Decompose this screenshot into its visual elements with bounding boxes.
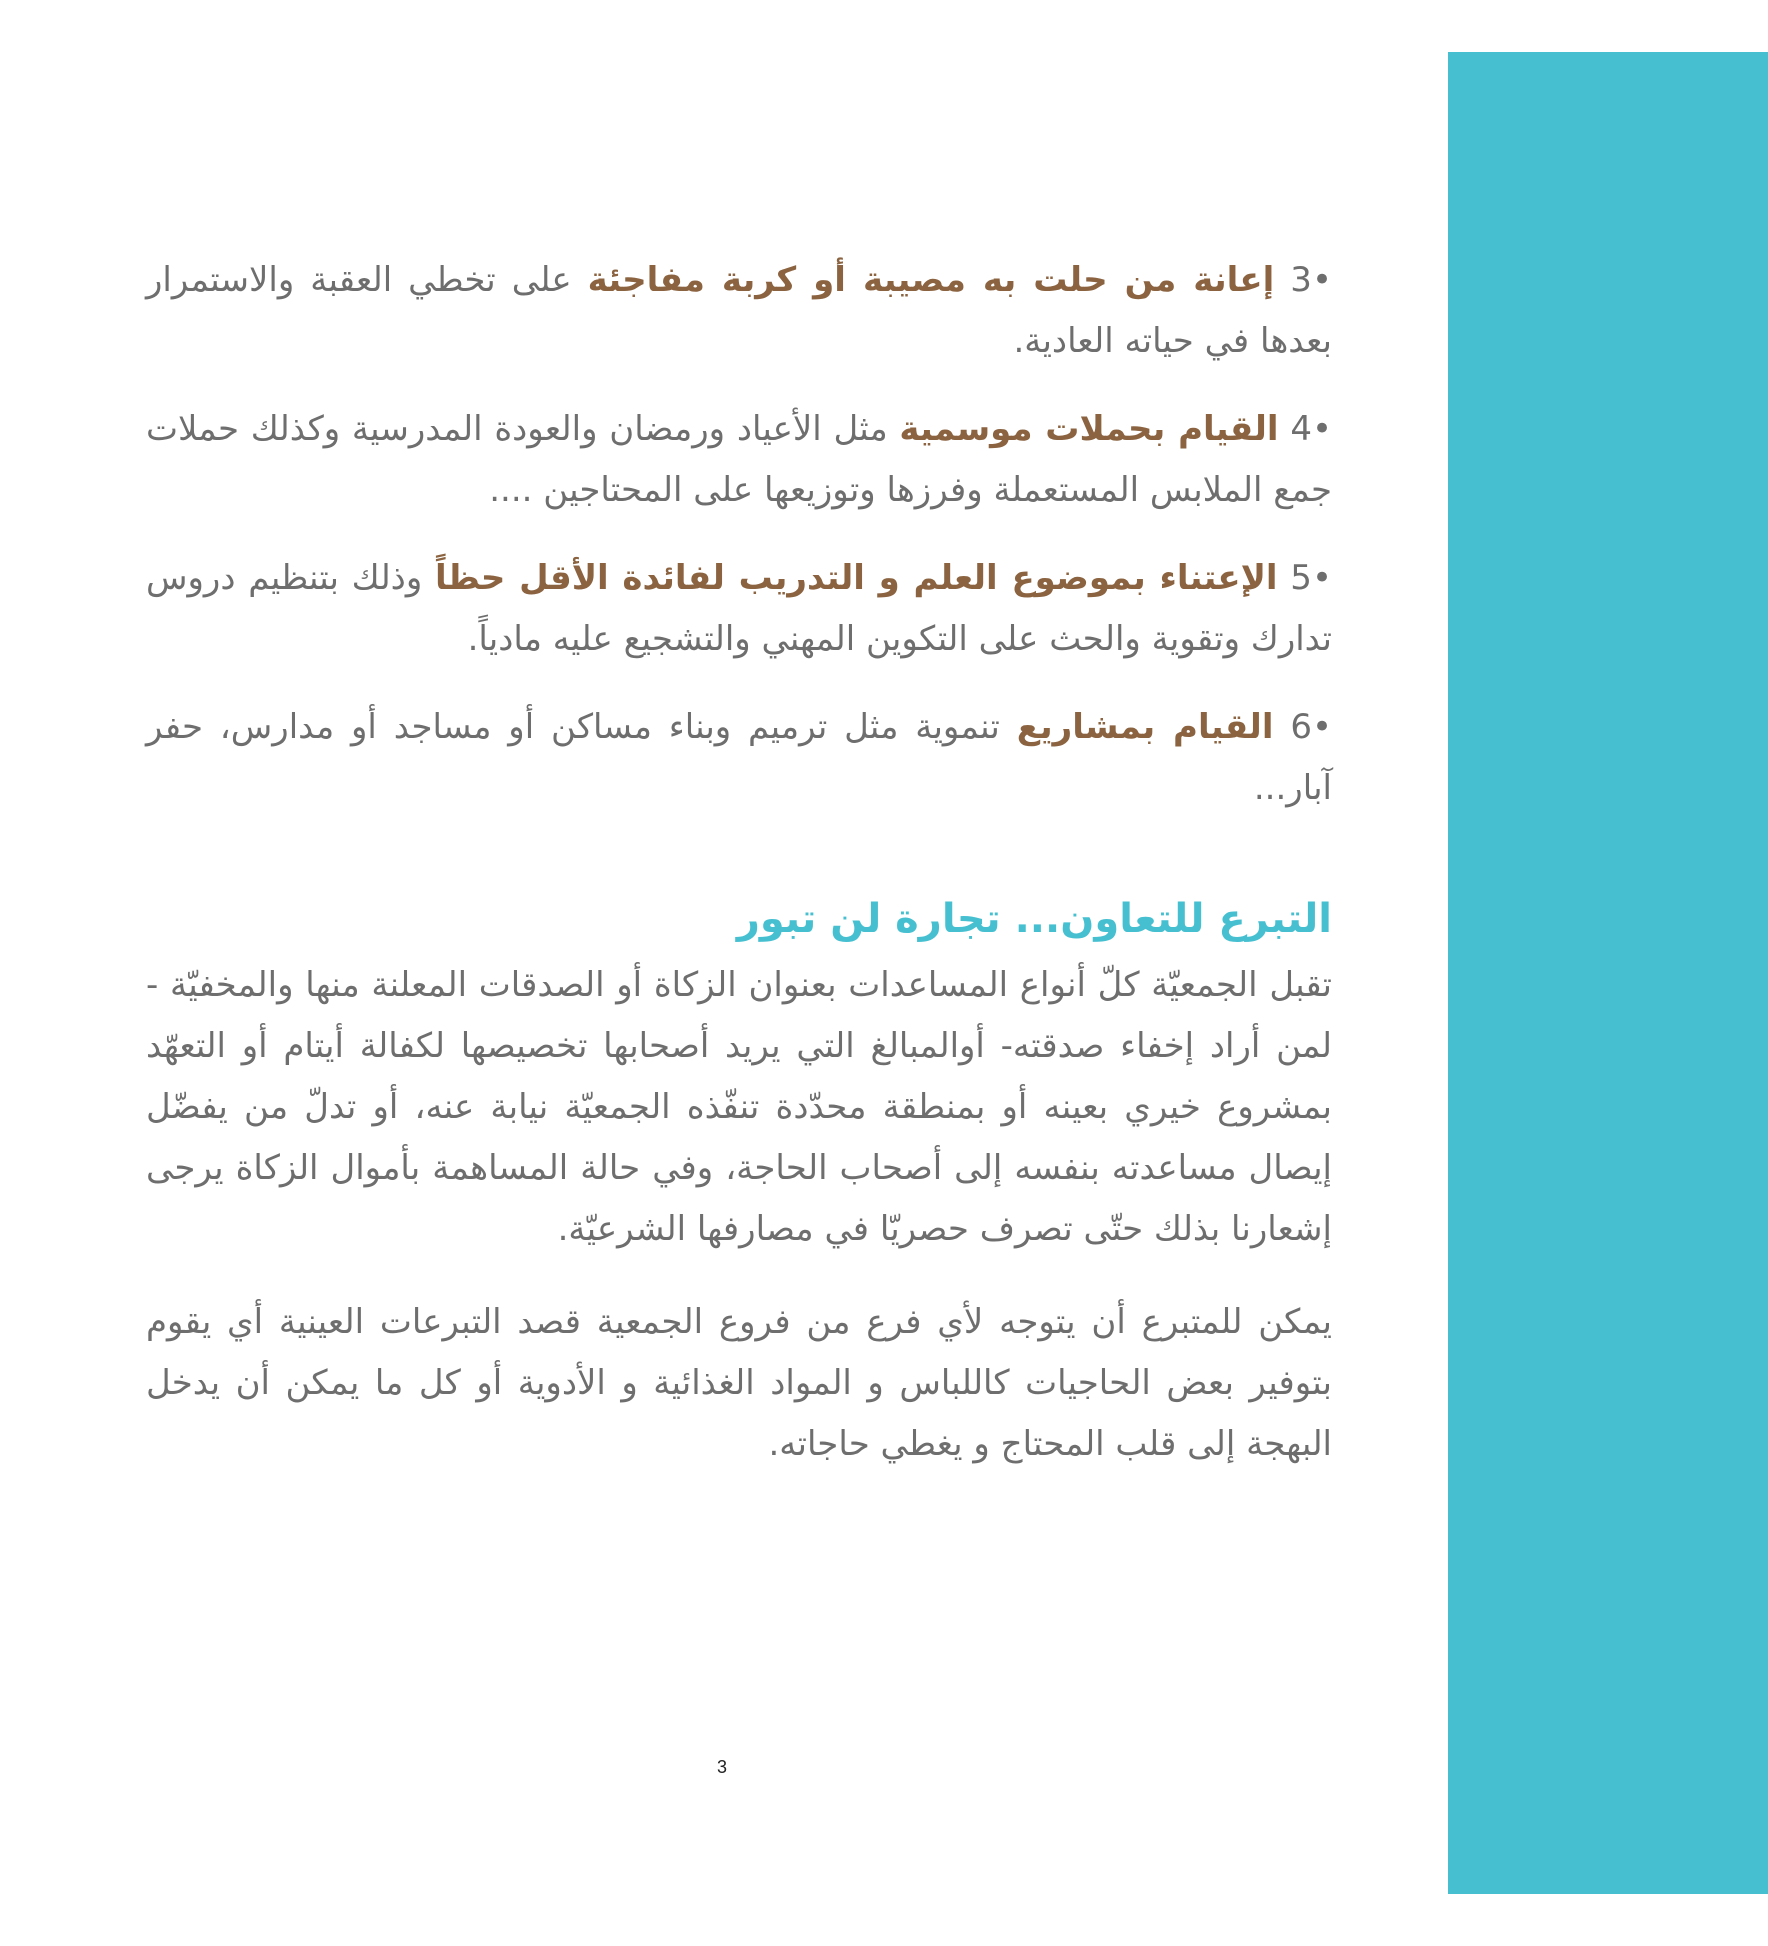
side-color-band bbox=[1448, 52, 1768, 1894]
section-paragraph: تقبل الجمعيّة كلّ أنواع المساعدات بعنوان الزكاة أو الصدقات المعلنة منها والمخفيّة - لمن أراد إخفاء صدقته- أوالمبالغ التي يريد أصحابها تخصيصها لكفالة أيتام أو التعهّد بمشروع خيري بعينه أو بمنطقة محدّدة تنفّذه الجمعيّة نيابة عنه، أو تدلّ من يفضّل إيصال مساعدته بنفسه إلى أصحاب الحاجة، وفي حالة المساهمة بأموال الزكاة يرجى إشعارنا بذلك حتّى تصرف حصريّا في مصارفها الشرعيّة. bbox=[146, 965, 1332, 1249]
list-item bbox=[146, 399, 1332, 521]
list-item bbox=[146, 548, 1332, 670]
item-number: •3 bbox=[1290, 260, 1332, 300]
item-text: وذلك بتنظيم دروس تدارك وتقوية والحث على التكوين المهني والتشجيع عليه مادياً. bbox=[146, 558, 1332, 659]
item-highlight: إعانة من حلت به مصيبة أو كربة مفاجئة bbox=[587, 260, 1275, 300]
item-highlight: القيام بحملات موسمية bbox=[899, 409, 1279, 449]
list-item bbox=[146, 250, 1332, 372]
section-paragraph: يمكن للمتبرع أن يتوجه لأي فرع من فروع الجمعية قصد التبرعات العينية أي يقوم بتوفير بعض الحاجيات كاللباس و المواد الغذائية و الأدوية أو كل ما يمكن أن يدخل البهجة إلى قلب المحتاج و يغطي حاجاته. bbox=[146, 1302, 1332, 1464]
item-text: مثل الأعياد ورمضان والعودة المدرسية وكذلك حملات جمع الملابس المستعملة وفرزها وتوزيعها على المحتاجين .... bbox=[146, 409, 1332, 510]
page-number: 3 bbox=[716, 1757, 727, 1777]
section-title: التبرع للتعاون... تجارة لن تبور bbox=[736, 896, 1332, 942]
item-number: •5 bbox=[1290, 558, 1332, 598]
item-number: •4 bbox=[1290, 409, 1333, 449]
item-text: تنموية مثل ترميم وبناء مساكن أو مساجد أو مدارس، حفر آبار... bbox=[146, 707, 1332, 808]
list-item bbox=[146, 697, 1332, 819]
item-highlight: القيام بمشاريع bbox=[1016, 707, 1274, 747]
item-highlight: الإعتناء بموضوع العلم و التدريب لفائدة الأقل حظاً bbox=[434, 558, 1278, 598]
item-number: •6 bbox=[1290, 707, 1333, 747]
item-text: على تخطي العقبة والاستمرار بعدها في حياته العادية. bbox=[146, 260, 1332, 361]
page-content bbox=[146, 250, 1332, 1507]
